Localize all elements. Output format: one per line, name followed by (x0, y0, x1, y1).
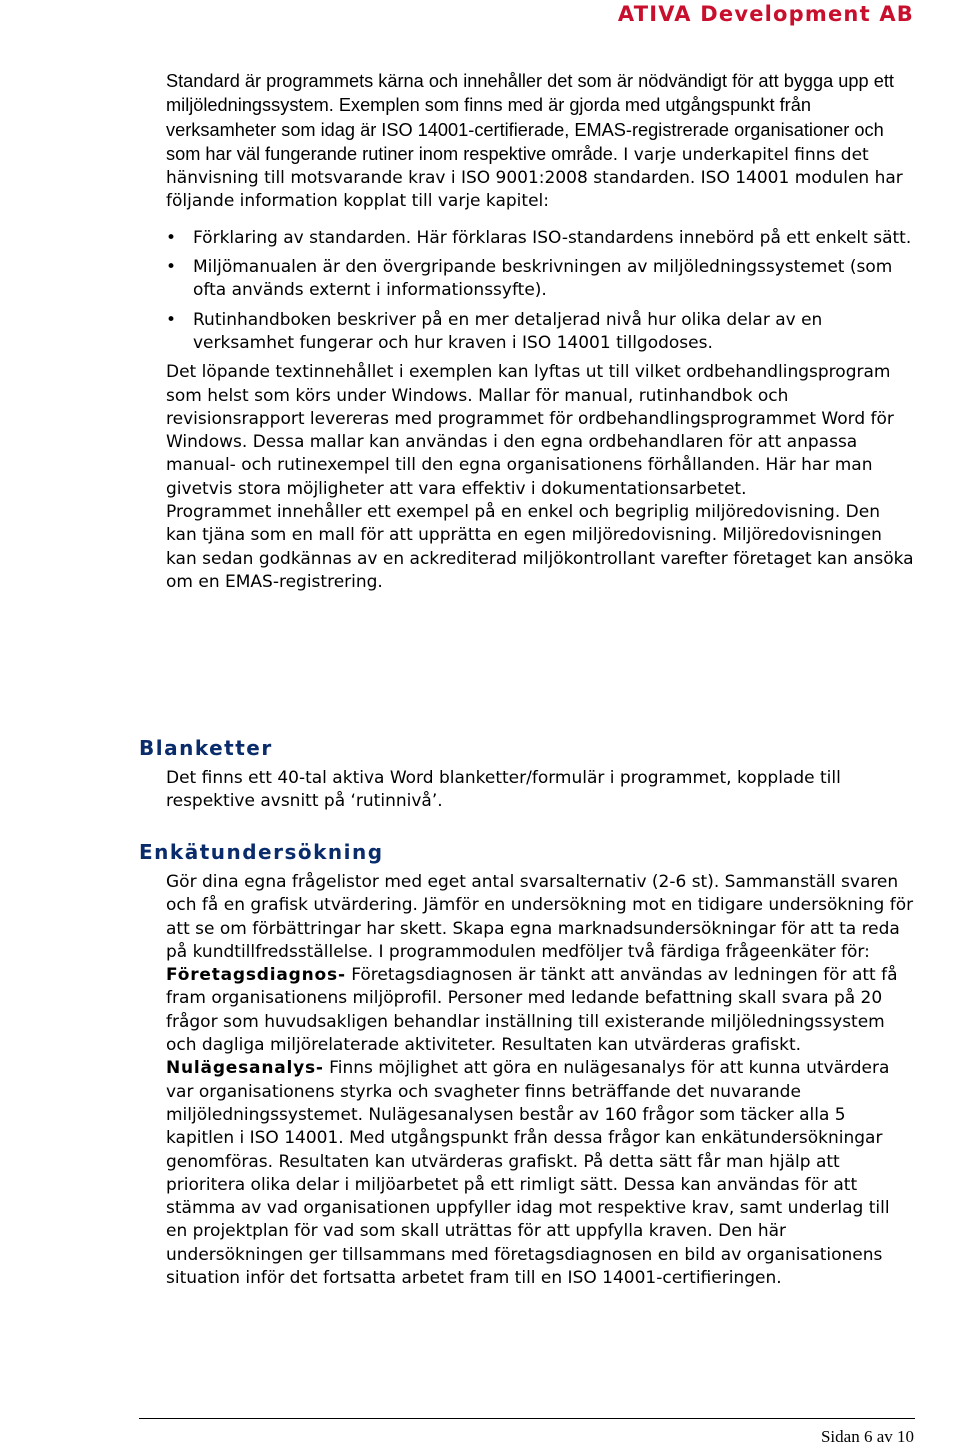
list-item (166, 227, 914, 250)
enkat-intro: Gör dina egna frågelistor med eget antal svarsalternativ (2-6 st). Sammanställ svaren och få en grafisk utvärdering. Jämför en undersökning mot en tidigare undersökning för att se om förbättringar har skett. Skapa egna marknadsundersökningar för att ta reda på kundtillfredsställelse. I programmodulen medföljer två färdiga frågeenkäter för: (166, 872, 914, 962)
blanketter-heading: Blanketter (139, 736, 273, 760)
text-content-paragraph: Det löpande textinnehållet i exemplen kan lyftas ut till vilket ordbehandlingsprogram som helst som körs under Windows. Mallar för manual, rutinhandbok och revisionsrapport levereras med programmet för ordbehandlingsprogrammet Word för Windows. Dessa mallar kan användas i den egna ordbehandlaren för att anpassa manual- och rutinexempel till den egna organisationens förhållanden. Här har man givetvis stora möjligheter att vara effektiv i dokumentationsarbetet. (166, 362, 894, 499)
enkat-section (166, 871, 914, 1290)
list-item-text: Förklaring av standarden. Här förklaras ISO-standardens innebörd på ett enkelt sätt. (193, 227, 912, 248)
page-number: Sidan 6 av 10 (820, 1427, 914, 1446)
foretagsdiagnos-label: Företagsdiagnos- (166, 965, 346, 986)
blanketter-text: Det finns ett 40-tal aktiva Word blanketter/formulär i programmet, kopplade till respektive avsnitt på ‘rutinnivå’. (166, 768, 841, 812)
intro-text-rest: I varje underkapitel finns det hänvisning till motsvarande krav i ISO 9001:2008 standarden. ISO 14001 modulen har följande information kopplat till varje kapitel: (166, 144, 903, 212)
company-header: ATIVA Development AB (617, 2, 914, 26)
footer-divider (139, 1418, 915, 1419)
foretagsdiagnos-text: Företagsdiagnosen är tänkt att användas av ledningen för att få fram organisationens miljöprofil. Personer med ledande befattning skall svara på 20 frågor som huvudsakligen behandlar inställning till existerande miljöledningssystem och dagliga miljörelaterade aktiviteter. Resultaten kan utvärderas grafiskt. (166, 965, 898, 1056)
bullet-icon: • (166, 309, 177, 330)
module-info-list (166, 227, 914, 355)
list-item (166, 256, 914, 303)
bullet-icon: • (166, 227, 177, 248)
environmental-report-paragraph: Programmet innehåller ett exempel på en enkel och begriplig miljöredovisning. Den kan tjäna som en mall för att upprätta en egen miljöredovisning. Miljöredovisningen kan sedan godkännas av en ackrediterad miljökontrollant varefter företaget kan ansöka om en EMAS-registrering. (166, 502, 914, 592)
nulagesanalys-text: Finns möjlighet att göra en nulägesanalys för att kunna utvärdera var organisationens styrka och svagheter finns beträffande det nuvarande miljöledningssystemet. Nulägesanalysen består av 160 frågor som täcker alla 5 kapitlen i ISO 14001. Med utgångspunkt från dessa frågor kan enkätundersökningar genomföras. Resultaten kan utvärderas grafiskt. På detta sätt får man hjälp att prioritera olika delar i miljöarbetet på ett rimligt sätt. Dessa kan användas för att stämma av vad organisationen uppfyller idag mot respektive krav, samt underlag till en projektplan för vad som skall uträttas för att uppfylla kraven. Den här undersökningen ger tillsammans med företagsdiagnosen en bild av organisationens situation inför det fortsatta arbetet fram till en ISO 14001-certifieringen. (166, 1058, 890, 1289)
intro-paragraph (166, 70, 914, 214)
list-item (166, 309, 914, 356)
list-item-text: Rutinhandboken beskriver på en mer detaljerad nivå hur olika delar av en verksamhet fungerar och hur kraven i ISO 14001 tillgodoses. (193, 309, 823, 353)
nulagesanalys-paragraph (166, 1057, 914, 1290)
blanketter-section (166, 767, 914, 814)
nulagesanalys-label: Nulägesanalys- (166, 1058, 324, 1079)
bullet-icon: • (166, 257, 177, 278)
intro-section (166, 70, 914, 594)
foretagsdiagnos-paragraph (166, 964, 914, 1057)
list-item-text: Miljömanualen är den övergripande beskrivningen av miljöledningssystemet (som ofta används externt i informationssyfte). (193, 257, 893, 301)
intro-text-serif: Standard är programmets kärna och innehåller det som är nödvändigt för att bygga upp ett miljöledningssystem. Exemplen som finns med är gjorda med utgångspunkt från verksamheter som idag är ISO 14001-certifierade, EMAS-registrerade organisationer och som har väl fungerande rutiner inom respektive område. (166, 71, 894, 164)
enkat-heading: Enkätundersökning (139, 840, 384, 864)
